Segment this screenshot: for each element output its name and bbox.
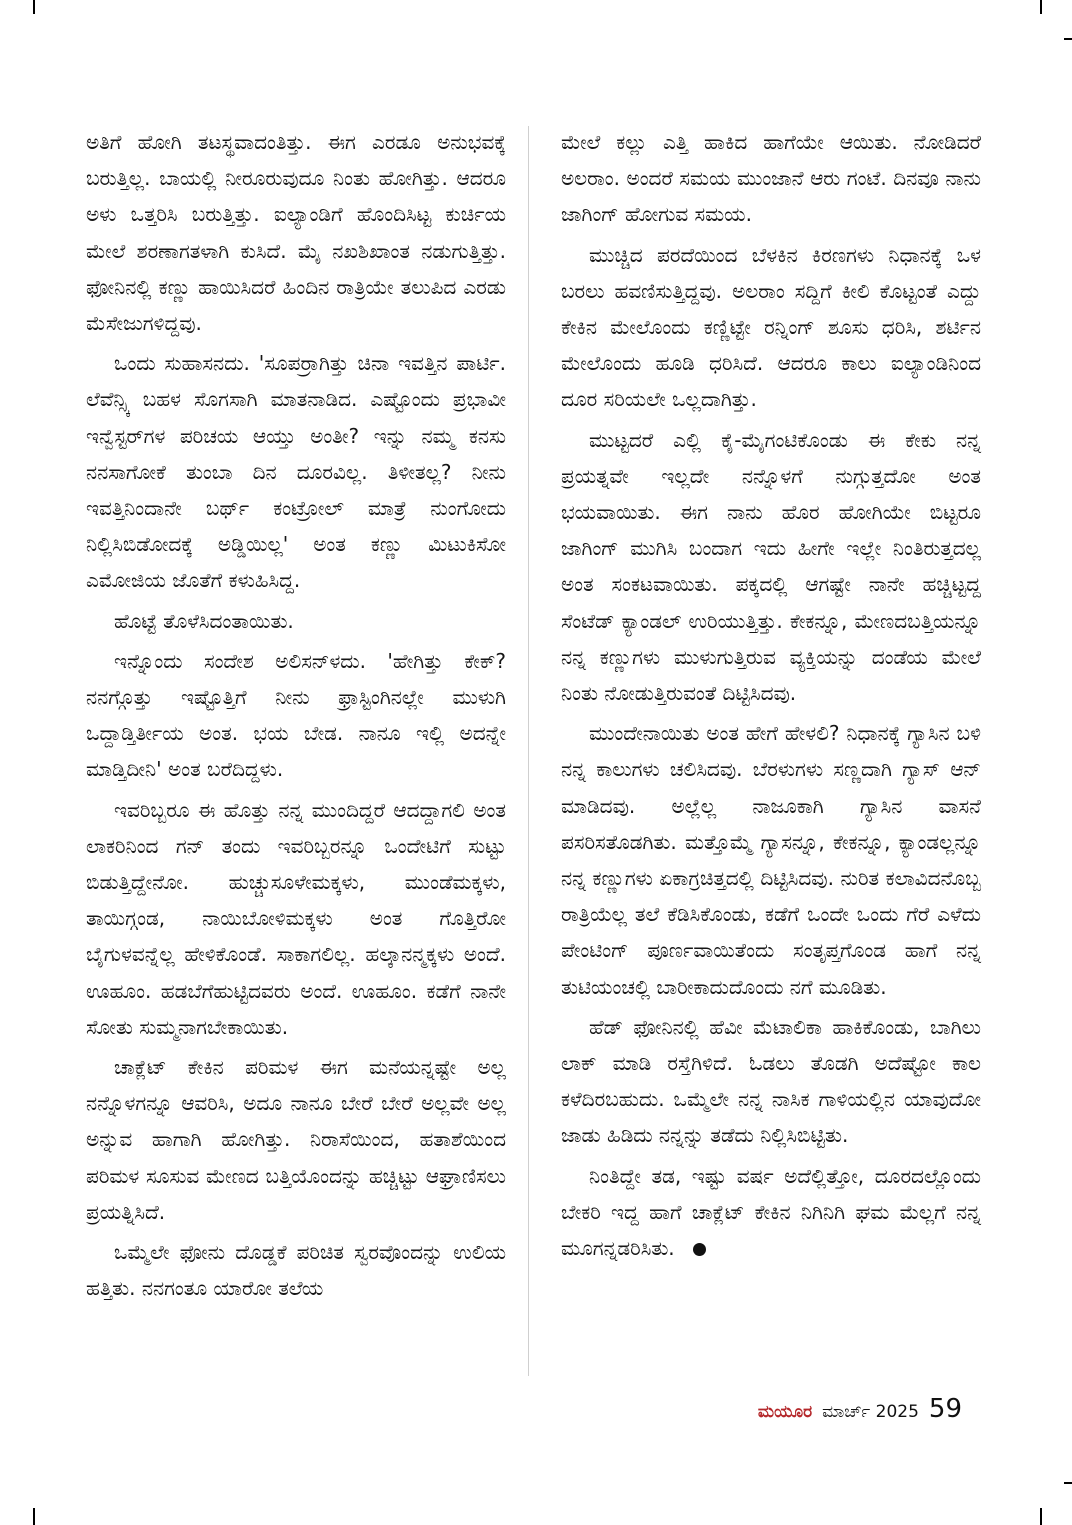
paragraph: ಮೇಲೆ ಕಲ್ಲು ಎತ್ತಿ ಹಾಕಿದ ಹಾಗೆಯೇ ಆಯಿತು. ನೋಡಿದರೆ ಅಲರಾಂ. ಅಂದರೆ ಸಮಯ ಮುಂಜಾನೆ ಆರು ಗಂಟೆ. ದಿನವೂ ನಾನು ಜಾಗಿಂಗ್ ಹೋಗುವ ಸಮಯ. — [561, 130, 981, 227]
magazine-brand: ಮಯೂರ — [757, 1402, 813, 1422]
crop-mark-bottom-left — [33, 1508, 35, 1525]
crop-mark-top-right — [1040, 0, 1042, 14]
paragraph-text: ನಿಂತಿದ್ದೇ ತಡ, ಇಷ್ಟು ವರ್ಷ ಅದೆಲ್ಲಿತ್ತೋ, ದೂರದಲ್ಲೊಂದು ಬೇಕರಿ ಇದ್ದ ಹಾಗೆ ಚಾಕ್ಲೆಟ್ ಕೇಕಿನ ನಿಗಿನಿಗಿ ಘಮ ಮೆಲ್ಲಗೆ ನನ್ನ ಮೂಗನ್ನಡರಿಸಿತು. — [561, 1163, 981, 1261]
crop-mark-right-lower — [1064, 1482, 1072, 1484]
paragraph: ಮುಚ್ಚಿದ ಪರದೆಯಿಂದ ಬೆಳಕಿನ ಕಿರಣಗಳು ನಿಧಾನಕ್ಕೆ ಒಳ ಬರಲು ಹವಣಿಸುತ್ತಿದ್ದವು. ಅಲರಾಂ ಸದ್ದಿಗೆ ಕೀಲಿ ಕೊಟ್ಟಂತೆ ಎದ್ದು ಕೇಕಿನ ಮೇಲೊಂದು ಕಣ್ಣಿಟ್ಟೇ ರನ್ನಿಂಗ್ ಶೂಸು ಧರಿಸಿ, ಶರ್ಟಿನ ಮೇಲೊಂದು ಹೂಡಿ ಧರಿಸಿದೆ. ಆದರೂ ಕಾಲು ಐಲ್ಯಾಂಡಿನಿಂದ ದೂರ ಸರಿಯಲೇ ಒಲ್ಲದಾಗಿತ್ತು. — [561, 242, 981, 412]
paragraph: ಮುಂದೇನಾಯಿತು ಅಂತ ಹೇಗೆ ಹೇಳಲಿ? ನಿಧಾನಕ್ಕೆ ಗ್ಯಾಸಿನ ಬಳಿ ನನ್ನ ಕಾಲುಗಳು ಚಲಿಸಿದವು. ಬೆರಳುಗಳು ಸಣ್ಣದಾಗಿ ಗ್ಯಾಸ್ ಆನ್ ಮಾಡಿದವು. ಅಲ್ಲೆಲ್ಲ ನಾಜೂಕಾಗಿ ಗ್ಯಾಸಿನ ವಾಸನೆ ಪಸರಿಸತೊಡಗಿತು. ಮತ್ತೊಮ್ಮೆ ಗ್ಯಾಸನ್ನೂ, ಕೇಕನ್ನೂ, ಕ್ಯಾಂಡಲ್ಲನ್ನೂ ನನ್ನ ಕಣ್ಣುಗಳು ಏಕಾಗ್ರಚಿತ್ತದಲ್ಲಿ ದಿಟ್ಟಿಸಿದವು. ನುರಿತ ಕಲಾವಿದನೊಬ್ಬ ರಾತ್ರಿಯೆಲ್ಲ ತಲೆ ಕೆಡಿಸಿಕೊಂಡು, ಕಡೆಗೆ ಒಂದೇ ಒಂದು ಗೆರೆ ಎಳೆದು ಪೇಂಟಿಂಗ್ ಪೂರ್ಣವಾಯಿತೆಂದು ಸಂತೃಪ್ತಗೊಂಡ ಹಾಗೆ ನನ್ನ ತುಟಿಯಂಚಲ್ಲಿ ಬಾರೀಕಾದುದೊಂದು ನಗೆ ಮೂಡಿತು. — [561, 721, 981, 999]
crop-mark-right-upper — [1064, 38, 1072, 40]
paragraph: ಮುಟ್ಟದರೆ ಎಲ್ಲಿ ಕೈ-ಮೈಗಂಟಿಕೊಂಡು ಈ ಕೇಕು ನನ್ನ ಪ್ರಯತ್ನವೇ ಇಲ್ಲದೇ ನನ್ನೊಳಗೆ ನುಗ್ಗುತ್ತದೋ ಅಂತ ಭಯವಾಯಿತು. ಈಗ ನಾನು ಹೊರ ಹೋಗಿಯೇ ಬಿಟ್ಟರೂ ಜಾಗಿಂಗ್ ಮುಗಿಸಿ ಬಂದಾಗ ಇದು ಹೀಗೇ ಇಲ್ಲೇ ನಿಂತಿರುತ್ತದಲ್ಲ ಅಂತ ಸಂಕಟವಾಯಿತು. ಪಕ್ಕದಲ್ಲಿ ಆಗಷ್ಟೇ ನಾನೇ ಹಚ್ಚಿಟ್ಟದ್ದ ಸೆಂಟೆಡ್ ಕ್ಯಾಂಡಲ್ ಉರಿಯುತ್ತಿತ್ತು. ಕೇಕನ್ನೂ, ಮೇಣದಬತ್ತಿಯನ್ನೂ ನನ್ನ ಕಣ್ಣುಗಳು ಮುಳುಗುತ್ತಿರುವ ವ್ಯಕ್ತಿಯನ್ನು ದಂಡೆಯ ಮೇಲೆ ನಿಂತು ನೋಡುತ್ತಿರುವಂತೆ ದಿಟ್ಟಿಸಿದವು. — [561, 427, 981, 706]
paragraph-last — [561, 1158, 981, 1267]
paragraph: ಅತಿಗೆ ಹೋಗಿ ತಟಸ್ಥವಾದಂತಿತ್ತು. ಈಗ ಎರಡೂ ಅನುಭವಕ್ಕೆ ಬರುತ್ತಿಲ್ಲ. ಬಾಯಲ್ಲಿ ನೀರೂರುವುದೂ ನಿಂತು ಹೋಗಿತ್ತು. ಆದರೂ ಅಳು ಒತ್ತರಿಸಿ ಬರುತ್ತಿತ್ತು. ಐಲ್ಯಾಂಡಿಗೆ ಹೊಂದಿಸಿಟ್ಟ ಕುರ್ಚಿಯ ಮೇಲೆ ಶರಣಾಗತಳಾಗಿ ಕುಸಿದೆ. ಮೈ ನಖಶಿಖಾಂತ ನಡುಗುತ್ತಿತ್ತು. ಫೋನಿನಲ್ಲಿ ಕಣ್ಣು ಹಾಯಿಸಿದರೆ ಹಿಂದಿನ ರಾತ್ರಿಯೇ ತಲುಪಿದ ಎರಡು ಮೆಸೇಜುಗಳಿದ್ದವು. — [86, 130, 506, 336]
page-number: 59 — [928, 1394, 962, 1424]
paragraph: ಒಂದು ಸುಹಾಸನದು. 'ಸೂಪರ್ರಾಗಿತ್ತು ಚಿನಾ ಇವತ್ತಿನ ಪಾರ್ಟಿ. ಲೆವೆನ್ಸ್ಕಿ ಬಹಳ ಸೊಗಸಾಗಿ ಮಾತನಾಡಿದ. ಎಷ್ಟೊಂದು ಪ್ರಭಾವೀ ಇನ್ವೆಸ್ಟರ್‌ಗಳ ಪರಿಚಯ ಆಯ್ತು ಅಂತೀ? ಇನ್ನು ನಮ್ಮ ಕನಸು ನನಸಾಗೋಕೆ ತುಂಬಾ ದಿನ ದೂರವಿಲ್ಲ. ತಿಳೀತಲ್ಲ? ನೀನು ಇವತ್ತಿನಿಂದಾನೇ ಬರ್ಥ್ ಕಂಟ್ರೋಲ್ ಮಾತ್ರೆ ನುಂಗೋದು ನಿಲ್ಲಿಸಿಬಿಡೋದಕ್ಕೆ ಅಡ್ಡಿಯಿಲ್ಲ' ಅಂತ ಕಣ್ಣು ಮಿಟುಕಿಸೋ ಎಮೋಜಿಯ ಜೊತೆಗೆ ಕಳುಹಿಸಿದ್ದ. — [86, 351, 506, 593]
paragraph: ಚಾಕ್ಲೆಟ್ ಕೇಕಿನ ಪರಿಮಳ ಈಗ ಮನೆಯನ್ನಷ್ಟೇ ಅಲ್ಲ ನನ್ನೊಳಗನ್ನೂ ಆವರಿಸಿ, ಅದೂ ನಾನೂ ಬೇರೆ ಬೇರೆ ಅಲ್ಲವೇ ಅಲ್ಲ ಅನ್ನುವ ಹಾಗಾಗಿ ಹೋಗಿತ್ತು. ನಿರಾಸೆಯಿಂದ, ಹತಾಶೆಯಿಂದ ಪರಿಮಳ ಸೂಸುವ ಮೇಣದ ಬತ್ತಿಯೊಂದನ್ನು ಹಚ್ಚಿಟ್ಟು ಆಘ್ರಾಣಿಸಲು ಪ್ರಯತ್ನಿಸಿದೆ. — [86, 1055, 506, 1224]
paragraph: ಇವರಿಬ್ಬರೂ ಈ ಹೊತ್ತು ನನ್ನ ಮುಂದಿದ್ದರೆ ಆದದ್ದಾಗಲಿ ಅಂತ ಲಾಕರಿನಿಂದ ಗನ್ ತಂದು ಇವರಿಬ್ಬರನ್ನೂ ಒಂದೇಟಿಗೆ ಸುಟ್ಟು ಬಿಡುತ್ತಿದ್ದೇನೋ. ಹುಚ್ಚುಸೂಳೇಮಕ್ಕಳು, ಮುಂಡೆಮಕ್ಕಳು, ತಾಯಿಗ್ಗಂಡ, ನಾಯಿಬೋಳಿಮಕ್ಕಳು ಅಂತ ಗೊತ್ತಿರೋ ಬೈಗುಳವನ್ನೆಲ್ಲ ಹೇಳಿಕೊಂಡೆ. ಸಾಕಾಗಲಿಲ್ಲ. ಹಲ್ಕಾನನ್ಮಕ್ಕಳು ಅಂದೆ. ಊಹೂಂ. ಹಡಬೆಗೆಹುಟ್ಟಿದವರು ಅಂದೆ. ಊಹೂಂ. ಕಡೆಗೆ ನಾನೇ ಸೋತು ಸುಮ್ಮನಾಗಬೇಕಾಯಿತು. — [86, 797, 506, 1039]
issue-date: ಮಾರ್ಚ್ 2025 — [822, 1402, 919, 1422]
column-divider — [528, 126, 529, 1376]
end-of-story-icon — [693, 1243, 706, 1256]
paragraph: ಇನ್ನೊಂದು ಸಂದೇಶ ಅಲಿಸನ್‌ಳದು. 'ಹೇಗಿತ್ತು ಕೇಕ್? ನನಗ್ಗೊತ್ತು ಇಷ್ಟೊತ್ತಿಗೆ ನೀನು ಫ್ರಾಸ್ಟಿಂಗಿನಲ್ಲೇ ಮುಳುಗಿ ಒದ್ದಾಡ್ತಿರ್ತೀಯ ಅಂತ. ಭಯ ಬೇಡ. ನಾನೂ ಇಲ್ಲಿ ಅದನ್ನೇ ಮಾಡ್ತಿದೀನಿ' ಅಂತ ಬರೆದಿದ್ದಳು. — [86, 648, 506, 782]
paragraph: ಹೆಡ್ ಫೋನಿನಲ್ಲಿ ಹೆವೀ ಮೆಟಾಲಿಕಾ ಹಾಕಿಕೊಂಡು, ಬಾಗಿಲು ಲಾಕ್ ಮಾಡಿ ರಸ್ತೆಗಿಳಿದೆ. ಓಡಲು ತೊಡಗಿ ಅದೆಷ್ಟೋ ಕಾಲ ಕಳೆದಿರಬಹುದು. ಒಮ್ಮೆಲೇ ನನ್ನ ನಾಸಿಕ ಗಾಳಿಯಲ್ಲಿನ ಯಾವುದೋ ಜಾಡು ಹಿಡಿದು ನನ್ನನ್ನು ತಡೆದು ನಿಲ್ಲಿಸಿಬಿಟ್ಟಿತು. — [561, 1014, 981, 1148]
article-column-right — [561, 124, 981, 1270]
paragraph: ಹೊಟ್ಟೆ ತೊಳೆಸಿದಂತಾಯಿತು. — [114, 608, 294, 633]
page-footer — [758, 1394, 962, 1424]
article-column-left — [86, 124, 506, 1311]
crop-mark-bottom-right — [1040, 1508, 1042, 1525]
crop-mark-top-left — [33, 0, 35, 14]
paragraph: ಒಮ್ಮೆಲೇ ಫೋನು ದೊಡ್ಡಕೆ ಪರಿಚಿತ ಸ್ವರವೊಂದನ್ನು ಉಲಿಯ ಹತ್ತಿತು. ನನಗಂತೂ ಯಾರೋ ತಲೆಯ — [86, 1240, 506, 1301]
